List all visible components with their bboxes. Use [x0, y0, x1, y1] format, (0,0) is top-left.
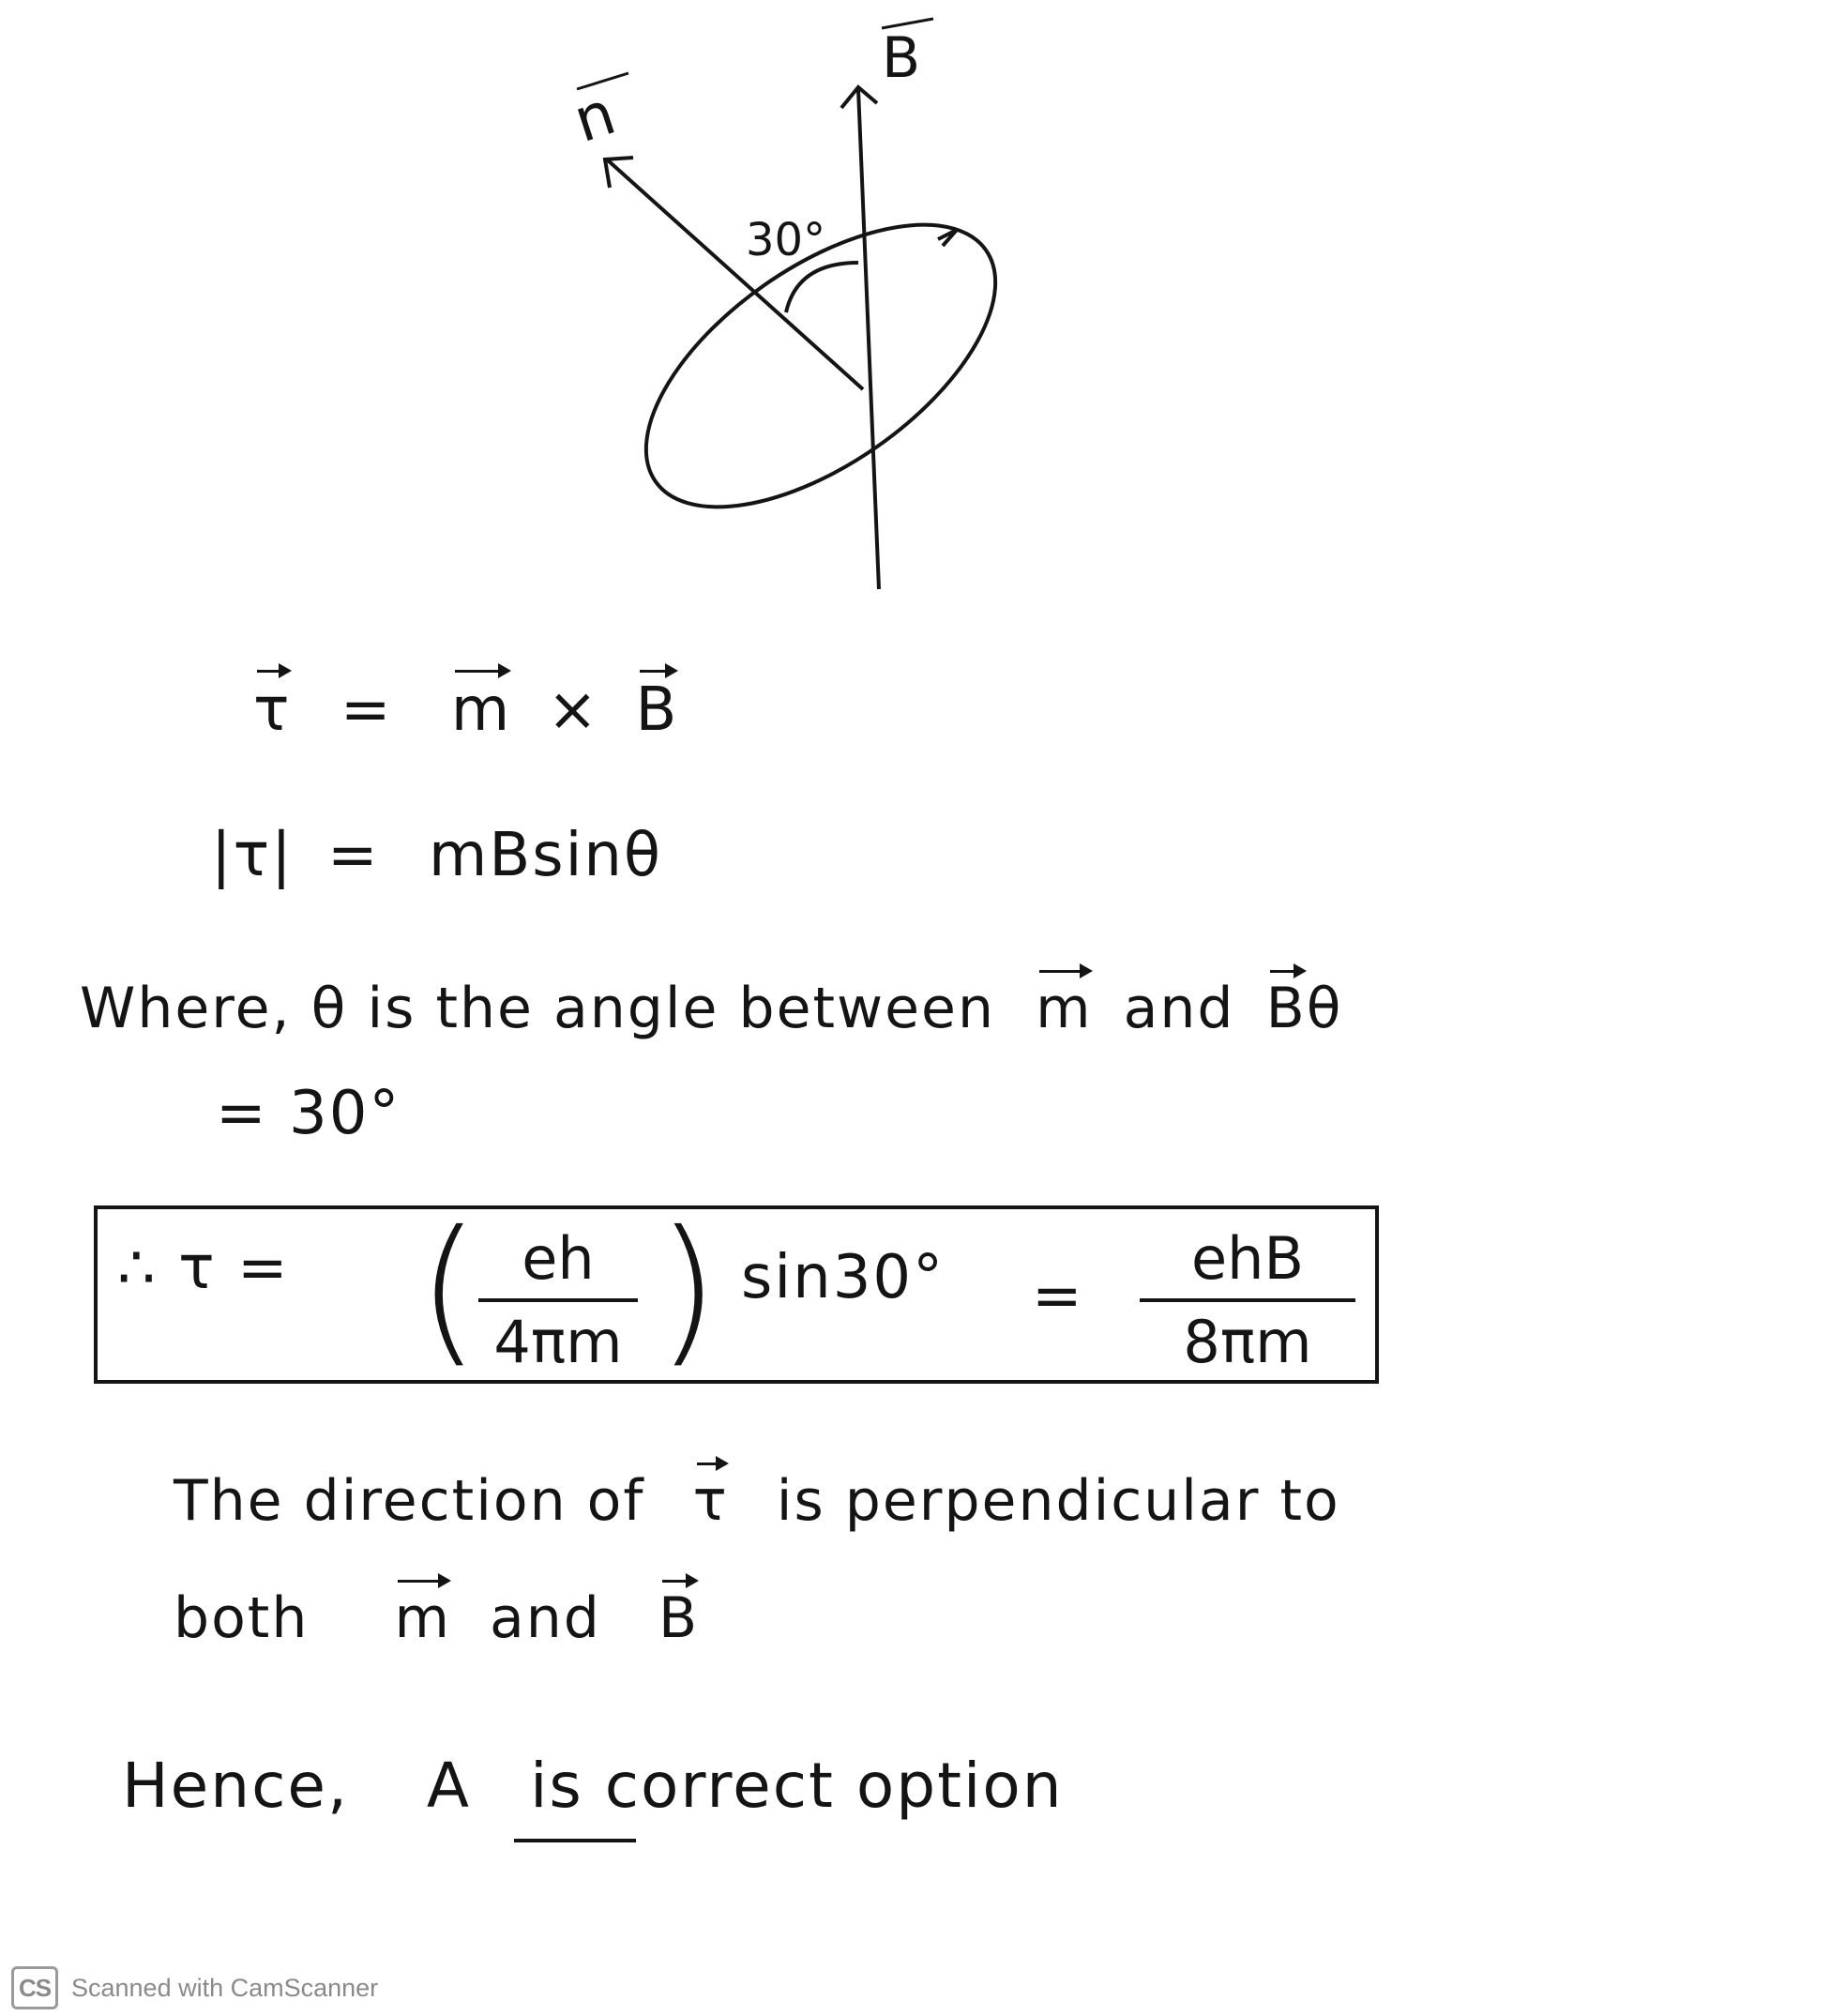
- and-text: and: [489, 1585, 601, 1651]
- answer-underline: [514, 1839, 636, 1842]
- hence-text: Hence,: [122, 1750, 349, 1822]
- b-symbol: B: [1265, 976, 1307, 1041]
- normal-n-line: [607, 159, 863, 389]
- fraction-denominator: 8πm: [1183, 1308, 1312, 1376]
- fraction-denominator: 4πm: [493, 1308, 623, 1376]
- normal-n-label: n: [566, 79, 624, 157]
- equals-sign: =: [327, 821, 380, 890]
- cross-sign: ×: [547, 675, 600, 745]
- sin30-term: sin30°: [741, 1243, 946, 1312]
- m-symbol: m: [450, 675, 512, 745]
- camscanner-caption: Scanned with CamScanner: [71, 1973, 379, 2002]
- b-symbol: B: [635, 675, 679, 745]
- torque-vector-equation: [253, 675, 678, 745]
- tau-symbol: τ: [692, 1468, 729, 1534]
- and-text: and: [1123, 976, 1235, 1041]
- fraction-numerator: ehB: [1140, 1224, 1355, 1302]
- angle-value-line: = 30°: [216, 1079, 401, 1148]
- angle-arc: [786, 263, 858, 312]
- m-symbol: m: [1036, 976, 1093, 1041]
- b-symbol: B: [658, 1585, 700, 1651]
- equals-sign: =: [1032, 1262, 1084, 1331]
- perpendicular-text: is perpendicular to: [776, 1468, 1340, 1534]
- mbsin-expression: mBsinθ: [428, 821, 663, 890]
- right-paren: ): [657, 1197, 719, 1383]
- field-b-label: B: [882, 25, 921, 91]
- theta-suffix: θ: [1306, 976, 1343, 1041]
- conclusion-line: [122, 1750, 1064, 1822]
- angle-label: 30°: [746, 214, 826, 266]
- answer-letter: A: [426, 1750, 472, 1822]
- angle-definition-line: [80, 976, 1342, 1041]
- camscanner-logo: CS: [11, 1966, 58, 2009]
- tau-magnitude: |τ|: [211, 821, 294, 890]
- torque-magnitude-equation: [211, 821, 662, 890]
- loop-direction-arrow: [938, 230, 957, 246]
- equals-sign: =: [340, 675, 393, 745]
- fraction-ehb-over-8pim: [1140, 1224, 1355, 1376]
- field-b-line: [858, 89, 879, 589]
- correct-option-text: is correct option: [530, 1750, 1064, 1822]
- direction-line: [174, 1468, 1340, 1534]
- camscanner-footer: [11, 1964, 378, 2011]
- both-text: both: [174, 1585, 310, 1651]
- angle-definition-text: Where, θ is the angle between: [80, 976, 995, 1041]
- fraction-numerator: eh: [478, 1224, 638, 1302]
- loop-diagram: [0, 0, 1846, 657]
- tau-symbol: τ: [253, 675, 292, 745]
- left-paren: (: [417, 1197, 480, 1383]
- therefore-tau: ∴ τ =: [117, 1234, 290, 1303]
- both-line: [174, 1585, 699, 1651]
- m-symbol: m: [394, 1585, 451, 1651]
- direction-text: The direction of: [174, 1468, 645, 1534]
- fraction-eh-over-4pim: [478, 1224, 638, 1376]
